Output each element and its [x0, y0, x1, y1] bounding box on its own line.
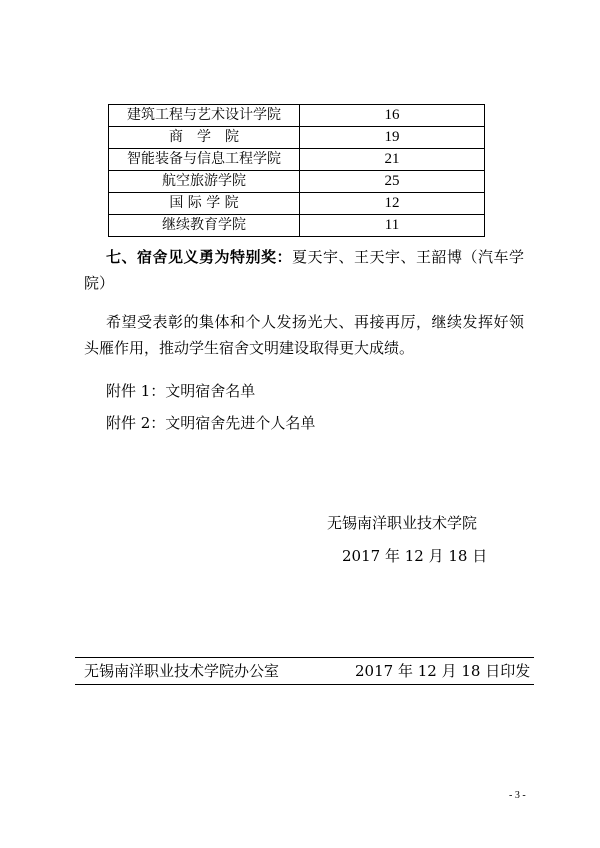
college-name: 建筑工程与艺术设计学院 — [109, 105, 300, 127]
college-count: 12 — [300, 193, 485, 215]
table-row — [109, 171, 485, 193]
table-row — [109, 105, 485, 127]
attachment-2: 附件 2：文明宿舍先进个人名单 — [106, 414, 316, 432]
footer-top-rule — [75, 657, 534, 658]
college-count: 19 — [300, 127, 485, 149]
award-recipients: 夏天宇、王天宇、王韶博（汽车学院） — [84, 248, 524, 292]
table-row — [109, 215, 485, 237]
college-count: 21 — [300, 149, 485, 171]
college-count: 11 — [300, 215, 485, 237]
table-row — [109, 193, 485, 215]
attachment-1: 附件 1：文明宿舍名单 — [106, 382, 256, 400]
footer-issue-date: 2017 年 12 月 18 日印发 — [355, 662, 531, 680]
college-name: 继续教育学院 — [109, 215, 300, 237]
signature-org: 无锡南洋职业技术学院 — [327, 514, 478, 532]
closing-paragraph: 希望受表彰的集体和个人发扬光大、再接再厉，继续发挥好领头雁作用，推动学生宿舍文明建设取得更大成绩。 — [84, 313, 524, 357]
college-name: 国 际 学 院 — [109, 193, 300, 215]
table-row — [109, 127, 485, 149]
college-name: 商 学 院 — [109, 127, 300, 149]
college-count-table — [108, 104, 485, 237]
footer-office: 无锡南洋职业技术学院办公室 — [84, 662, 280, 680]
college-name: 智能装备与信息工程学院 — [109, 149, 300, 171]
special-award-paragraph — [84, 244, 524, 296]
signature-date: 2017 年 12 月 18 日 — [342, 547, 488, 565]
college-count: 16 — [300, 105, 485, 127]
footer-bottom-rule — [75, 684, 534, 685]
page-number: - 3 - — [509, 790, 526, 801]
award-title: 七、宿舍见义勇为特别奖： — [106, 248, 292, 266]
college-name: 航空旅游学院 — [109, 171, 300, 193]
college-count: 25 — [300, 171, 485, 193]
table-row — [109, 149, 485, 171]
